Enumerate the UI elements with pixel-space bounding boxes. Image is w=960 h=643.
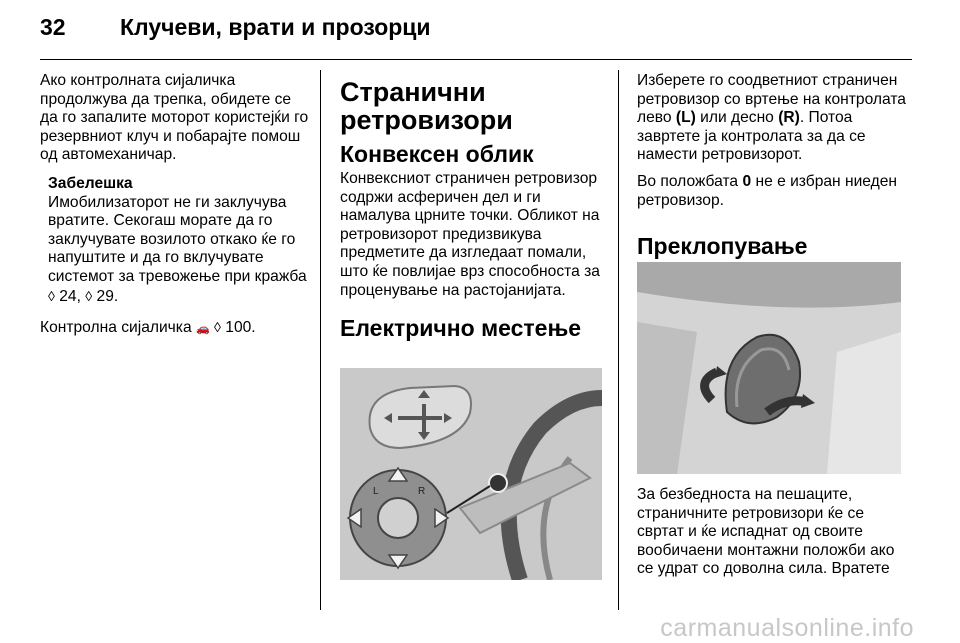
page-number: 32	[40, 14, 66, 40]
page-ref-icon: ◊	[214, 319, 221, 336]
page-ref-link[interactable]: 29.	[92, 287, 119, 305]
zero-position-paragraph	[637, 173, 913, 210]
figure-label-right: R	[418, 486, 426, 497]
control-light-text: Контролна сијаличка	[40, 319, 196, 337]
note-title: Забелешка	[48, 174, 133, 192]
right-label: (R)	[778, 109, 800, 127]
column-divider-1	[320, 70, 321, 610]
mirror-control-illustration	[340, 368, 602, 580]
page-ref-link[interactable]: 100.	[220, 319, 256, 337]
right-column-lower	[637, 486, 913, 579]
convex-paragraph: Конвексниот страничен ретровизор содржи асферичен дел и ги намалува црните точки. Обликот на ретровизорот предизвикува предметите да изгледаат помали, што ќе повлијае врз способноста за проценување на растојанијата.	[340, 170, 600, 299]
page-ref-link[interactable]: 24,	[54, 287, 86, 305]
page-ref-icon: ◊	[48, 287, 55, 304]
text-span: или десно	[695, 109, 779, 127]
watermark: carmanualsonline.info	[660, 614, 914, 642]
folding-mirror-figure	[637, 262, 901, 474]
chapter-title: Клучеви, врати и прозорци	[120, 14, 431, 40]
mirror-control-figure	[340, 368, 602, 580]
text-span: не е избран ниеден ретровизор.	[637, 172, 898, 209]
select-mirror-paragraph	[637, 72, 913, 165]
page-ref-icon: ◊	[85, 287, 93, 304]
control-light-line	[40, 318, 310, 339]
section-title-folding: Преклопување	[637, 233, 808, 260]
middle-column	[340, 78, 608, 340]
folding-mirror-illustration	[637, 262, 901, 474]
section-title-electric: Електрично местење	[340, 315, 582, 342]
text-span: Изберете го соодветниот страничен ретровизор со вртење на контролата лево	[637, 72, 906, 127]
warning-paragraph: Ако контролната сијаличка продолжува да трепка, обидете се да го запалите моторот користејќи го резервниот клуч и побарајте помош од автомеханичар.	[40, 72, 309, 164]
column-divider-2	[618, 70, 619, 610]
zero-label: 0	[742, 172, 752, 190]
text-span: Во положбата	[637, 172, 743, 190]
section-title-mirrors: Странични ретровизори	[340, 77, 513, 135]
note-body: Имобилизаторот не ги заклучува вратите. Секогаш морате да го заклучувате возилото откако ќе го напуштите и да го вклучувате системот за тревожење при кражба	[48, 193, 307, 285]
folding-paragraph: За безбедноста на пешаците, страничните ретровизори ќе се свртат и ќе испаднат од своите вообичаени монтажни положби ако се удрат со доволна сила. Вратете	[637, 486, 895, 578]
note-text	[48, 194, 310, 307]
text-span: . Потоа завртете ја контролата за да се намести ретровизорот.	[637, 109, 866, 164]
figure-label-left: L	[373, 486, 379, 497]
left-label: (L)	[675, 109, 696, 127]
right-column	[637, 72, 913, 258]
section-title-convex: Конвексен облик	[340, 141, 534, 167]
left-column	[40, 72, 310, 339]
car-lock-icon: 🚗	[195, 323, 210, 336]
note-box	[48, 175, 310, 306]
header-rule	[40, 59, 912, 60]
